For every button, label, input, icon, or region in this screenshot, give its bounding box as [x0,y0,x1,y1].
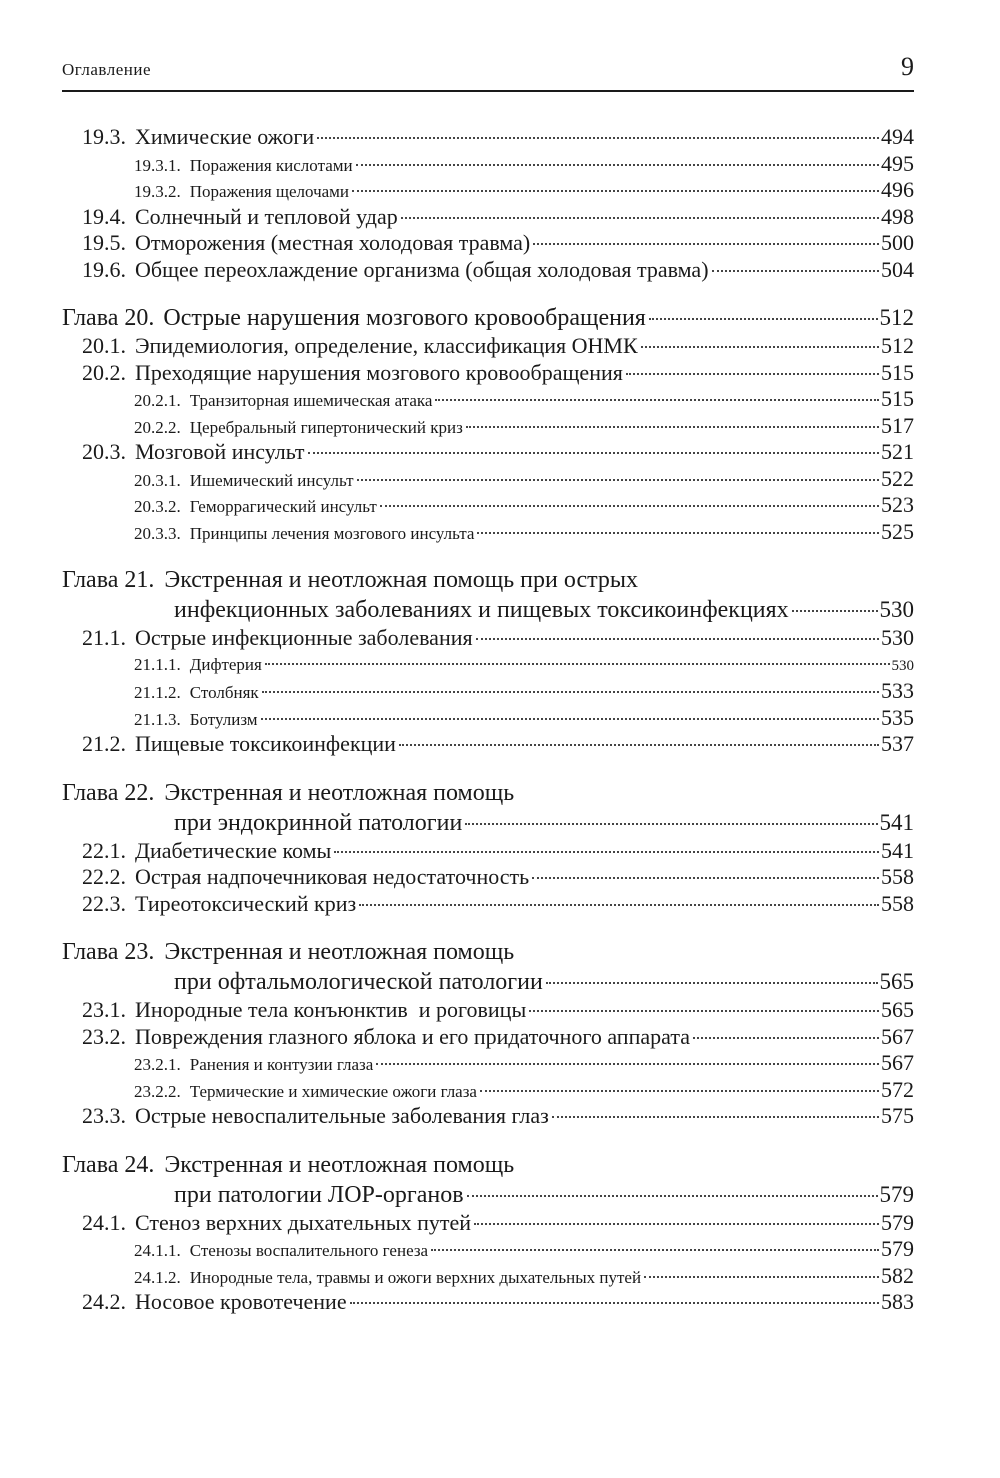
chapter-heading[interactable]: Глава 24. Экстренная и неотложная помощь [62,1151,515,1178]
toc-entry[interactable]: 21.2. Пищевые токсикоинфекции 537 [82,731,914,756]
toc-entry[interactable]: 24.1.2. Инородные тела, травмы и ожоги верхних дыхательных путей 582 [134,1262,914,1288]
chapter-heading-cont[interactable]: при патологии ЛОР-органов 579 [174,1181,914,1208]
chapter-heading[interactable]: Глава 20. Острые нарушения мозгового кровообращения 512 [62,305,914,331]
toc-entry[interactable]: 23.2. Повреждения глазного яблока и его придаточного аппарата 567 [82,1023,914,1049]
toc-entry[interactable]: 19.3.1. Поражения кислотами 495 [134,150,914,176]
toc-entry[interactable]: 19.3.2. Поражения щелочами 496 [134,177,914,202]
header-title: Оглавление [62,60,151,79]
toc-entry[interactable]: 21.1.2. Столбняк 533 [134,678,914,703]
chapter-heading-cont[interactable]: при эндокринной патологии 541 [174,809,914,836]
page-number: 9 [901,52,914,81]
chapter-heading-cont[interactable]: инфекционных заболеваниях и пищевых токсикоинфекциях 530 [174,597,914,623]
toc-entry[interactable]: 21.1.1. Дифтерия 530 [134,654,914,674]
toc-entry[interactable]: 23.3. Острые невоспалительные заболевания глаз 575 [82,1103,914,1128]
toc-entry[interactable]: 19.6. Общее переохлаждение организма (общая холодовая травма) 504 [82,256,914,282]
toc-entry[interactable]: 22.3. Тиреотоксический криз 558 [82,890,914,916]
toc-entry[interactable]: 20.1. Эпидемиология, определение, классификация ОНМК 512 [82,333,914,358]
toc-entry[interactable]: 23.1. Инородные тела конъюнктив и роговицы 565 [82,997,914,1022]
toc-entry[interactable]: 20.2. Преходящие нарушения мозгового кровообращения 515 [82,359,914,385]
chapter-23 [62,937,914,1130]
toc-entry[interactable]: 23.2.1. Ранения и контузии глаза 567 [134,1050,914,1075]
chapter-20 [62,303,914,545]
toc-entry[interactable]: 20.2.2. Церебральный гипертонический криз 517 [134,412,914,438]
chapter-22 [62,778,914,918]
toc-entry[interactable]: 20.3. Мозговой инсульт 521 [82,439,914,464]
toc-entry[interactable]: 23.2.2. Термические и химические ожоги глаза 572 [134,1076,914,1102]
toc-entry[interactable]: 24.2. Носовое кровотечение 583 [82,1289,914,1314]
chapter-heading[interactable]: Глава 23. Экстренная и неотложная помощь [62,939,515,965]
toc-entry[interactable]: 20.3.3. Принципы лечения мозгового инсульта 525 [134,518,914,544]
toc-entry[interactable]: 19.4. Солнечный и тепловой удар 498 [82,203,914,229]
toc-entry[interactable]: 24.1.1. Стенозы воспалительного генеза 579 [134,1236,914,1261]
chapter-heading[interactable]: Глава 22. Экстренная и неотложная помощь [62,779,515,806]
toc-entry[interactable]: 20.3.1. Ишемический инсульт 522 [134,465,914,491]
toc-entry[interactable]: 22.2. Острая надпочечниковая недостаточность 558 [82,864,914,889]
running-header [62,54,914,92]
toc-entry[interactable]: 21.1. Острые инфекционные заболевания 530 [82,625,914,650]
table-of-contents [62,124,914,1316]
toc-entry[interactable]: 19.3. Химические ожоги 494 [82,124,914,149]
toc-entry[interactable]: 21.1.3. Ботулизм 535 [134,704,914,730]
toc-entry[interactable]: 20.3.2. Геморрагический инсульт 523 [134,492,914,517]
chapter-heading[interactable]: Глава 21. Экстренная и неотложная помощь при острых [62,567,638,593]
block-19 [62,124,914,283]
chapter-heading-cont[interactable]: при офтальмологической патологии 565 [174,969,914,995]
chapter-24 [62,1150,914,1316]
chapter-21 [62,565,914,758]
toc-entry[interactable]: 24.1. Стеноз верхних дыхательных путей 579 [82,1209,914,1235]
toc-entry[interactable]: 20.2.1. Транзиторная ишемическая атака 515 [134,386,914,411]
toc-entry[interactable]: 19.5. Отморожения (местная холодовая травма) 500 [82,230,914,255]
toc-entry[interactable]: 22.1. Диабетические комы 541 [82,837,914,863]
